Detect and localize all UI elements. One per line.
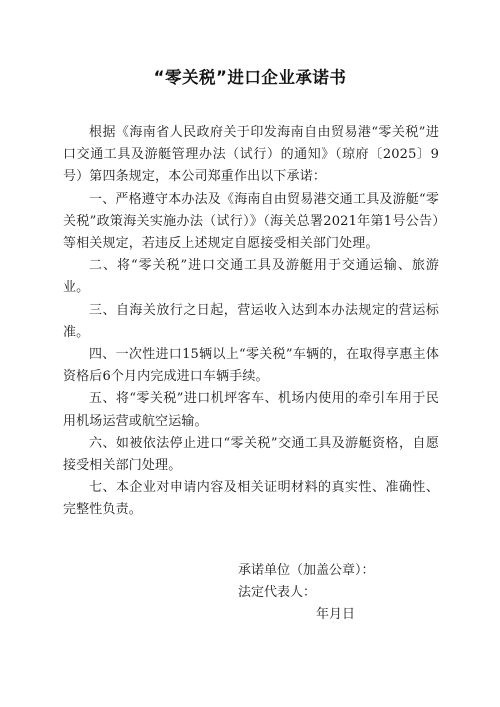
signature-date-label: 年月日	[316, 607, 356, 622]
commitment-item-7: 七、本企业对申请内容及相关证明材料的真实性、准确性、完整性负责。	[63, 480, 439, 518]
commitment-item-2: 二、将“零关税”进口交通工具及游艇用于交通运输、旅游业。	[63, 258, 439, 296]
commitment-item-5: 五、将“零关税”进口机坪客车、机场内使用的牵引车用于民用机场运营或航空运输。	[63, 391, 439, 429]
commitment-item-6: 六、如被依法停止进口“零关税”交通工具及游艇资格，自愿接受相关部门处理。	[63, 435, 439, 474]
intro-paragraph: 根据《海南省人民政府关于印发海南自由贸易港“零关税”进口交通工具及游艇管理办法（试行）的通知》（琼府〔2025〕9号）第四条规定，本公司郑重作出以下承诺：	[63, 125, 439, 185]
commitment-item-4: 四、一次性进口15辆以上“零关税”车辆的，在取得享惠主体资格后6个月内完成进口车辆手续。	[63, 347, 439, 385]
document-body	[63, 122, 439, 522]
document-title: “零关税”进口企业承诺书	[153, 68, 347, 87]
commitment-item-3: 三、自海关放行之日起，营运收入达到本办法规定的营运标准。	[63, 302, 439, 340]
legal-representative-label: 法定代表人：	[238, 585, 317, 600]
commitment-item-1: 一、严格遵守本办法及《海南自由贸易港交通工具及游艇“零关税”政策海关实施办法（试行）》（海关总署2021年第1号公告）等相关规定，若违反上述规定自愿接受相关部门处理。	[63, 191, 439, 252]
signature-unit-label: 承诺单位（加盖公章）：	[238, 563, 375, 578]
